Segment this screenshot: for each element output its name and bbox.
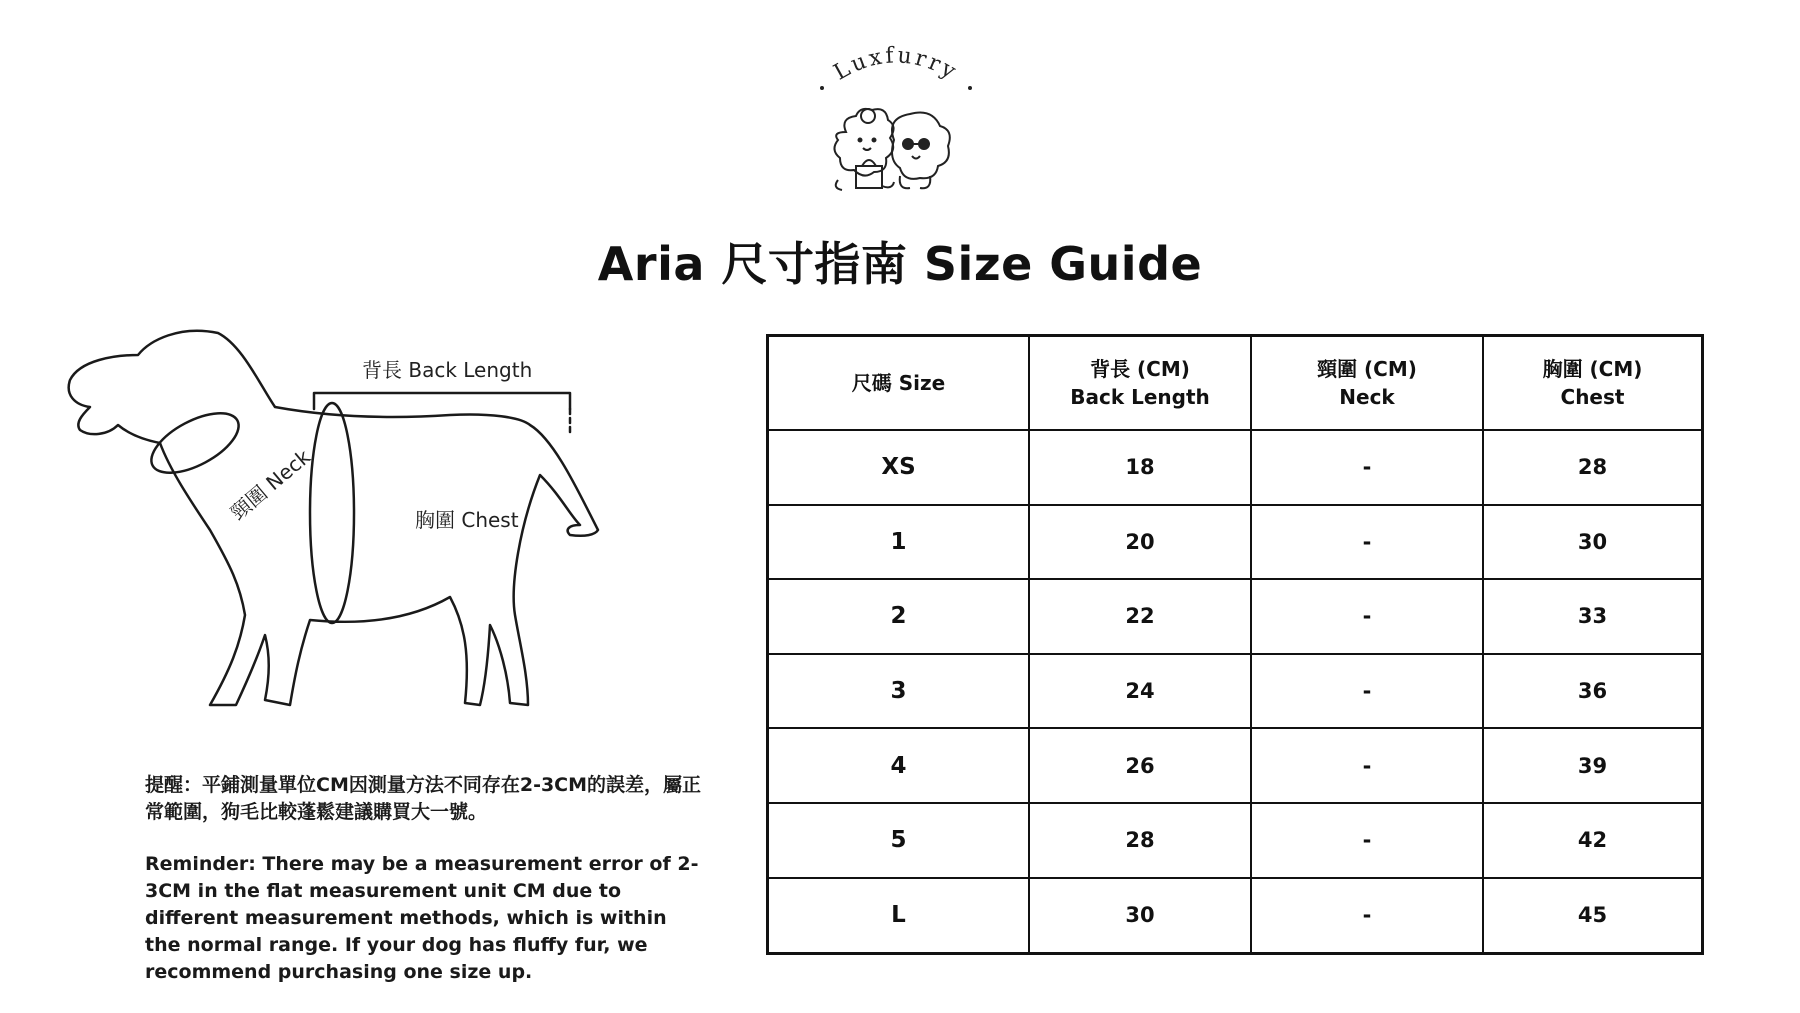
neck-cell: - bbox=[1251, 728, 1483, 803]
table-row bbox=[768, 579, 1703, 654]
back-length-cell: 24 bbox=[1029, 654, 1251, 729]
back-length-cell: 20 bbox=[1029, 505, 1251, 580]
table-row bbox=[768, 654, 1703, 729]
page-title: Aria 尺寸指南 Size Guide bbox=[597, 237, 1203, 291]
neck-cell: - bbox=[1251, 579, 1483, 654]
header-chest: 胸圍 (CM) Chest bbox=[1483, 336, 1703, 431]
table-row bbox=[768, 505, 1703, 580]
back-length-label: 背長 Back Length bbox=[362, 358, 533, 382]
chest-measure-line bbox=[310, 403, 354, 623]
size-cell: 1 bbox=[768, 505, 1030, 580]
size-cell: XS bbox=[768, 430, 1030, 505]
dog-outline bbox=[69, 331, 598, 705]
neck-cell: - bbox=[1251, 505, 1483, 580]
back-length-cell: 30 bbox=[1029, 878, 1251, 954]
size-cell: 3 bbox=[768, 654, 1030, 729]
size-cell: L bbox=[768, 878, 1030, 954]
chest-cell: 39 bbox=[1483, 728, 1703, 803]
reminder-en: Reminder: There may be a measurement error of 2-3CM in the flat measurement unit CM due to different measurement methods, which is within the normal range. If your dog has fluffy fur, we recommend purchasing one size up. bbox=[145, 853, 699, 983]
header-back-length: 背長 (CM) Back Length bbox=[1029, 336, 1251, 431]
back-length-cell: 26 bbox=[1029, 728, 1251, 803]
neck-cell: - bbox=[1251, 654, 1483, 729]
neck-cell: - bbox=[1251, 803, 1483, 878]
header-size: 尺碼 Size bbox=[768, 336, 1030, 431]
table-row bbox=[768, 803, 1703, 878]
back-length-cell: 28 bbox=[1029, 803, 1251, 878]
chest-cell: 36 bbox=[1483, 654, 1703, 729]
chest-cell: 33 bbox=[1483, 579, 1703, 654]
dog-measurement-diagram bbox=[60, 325, 690, 745]
chest-cell: 42 bbox=[1483, 803, 1703, 878]
reminder-notes bbox=[145, 772, 705, 986]
chest-cell: 30 bbox=[1483, 505, 1703, 580]
reminder-zh: 提醒：平鋪測量單位CM因測量方法不同存在2-3CM的誤差，屬正常範圍，狗毛比較蓬鬆建議購買大一號。 bbox=[145, 774, 702, 823]
size-cell: 5 bbox=[768, 803, 1030, 878]
back-length-cell: 18 bbox=[1029, 430, 1251, 505]
neck-label: 頸圍 Neck bbox=[225, 444, 315, 525]
neck-measure-line bbox=[142, 401, 247, 485]
neck-cell: - bbox=[1251, 878, 1483, 954]
chest-cell: 28 bbox=[1483, 430, 1703, 505]
table-row bbox=[768, 878, 1703, 954]
neck-cell: - bbox=[1251, 430, 1483, 505]
table-row bbox=[768, 430, 1703, 505]
header-neck: 頸圍 (CM) Neck bbox=[1251, 336, 1483, 431]
back-length-cell: 22 bbox=[1029, 579, 1251, 654]
table-header-row bbox=[768, 336, 1703, 431]
back-length-bracket bbox=[314, 393, 570, 409]
luxfurry-logo bbox=[808, 40, 984, 200]
logo-text: Luxfurry bbox=[829, 43, 963, 86]
chest-cell: 45 bbox=[1483, 878, 1703, 954]
size-cell: 4 bbox=[768, 728, 1030, 803]
table-row bbox=[768, 728, 1703, 803]
chest-label: 胸圍 Chest bbox=[415, 508, 519, 532]
size-table bbox=[766, 334, 1704, 955]
size-cell: 2 bbox=[768, 579, 1030, 654]
